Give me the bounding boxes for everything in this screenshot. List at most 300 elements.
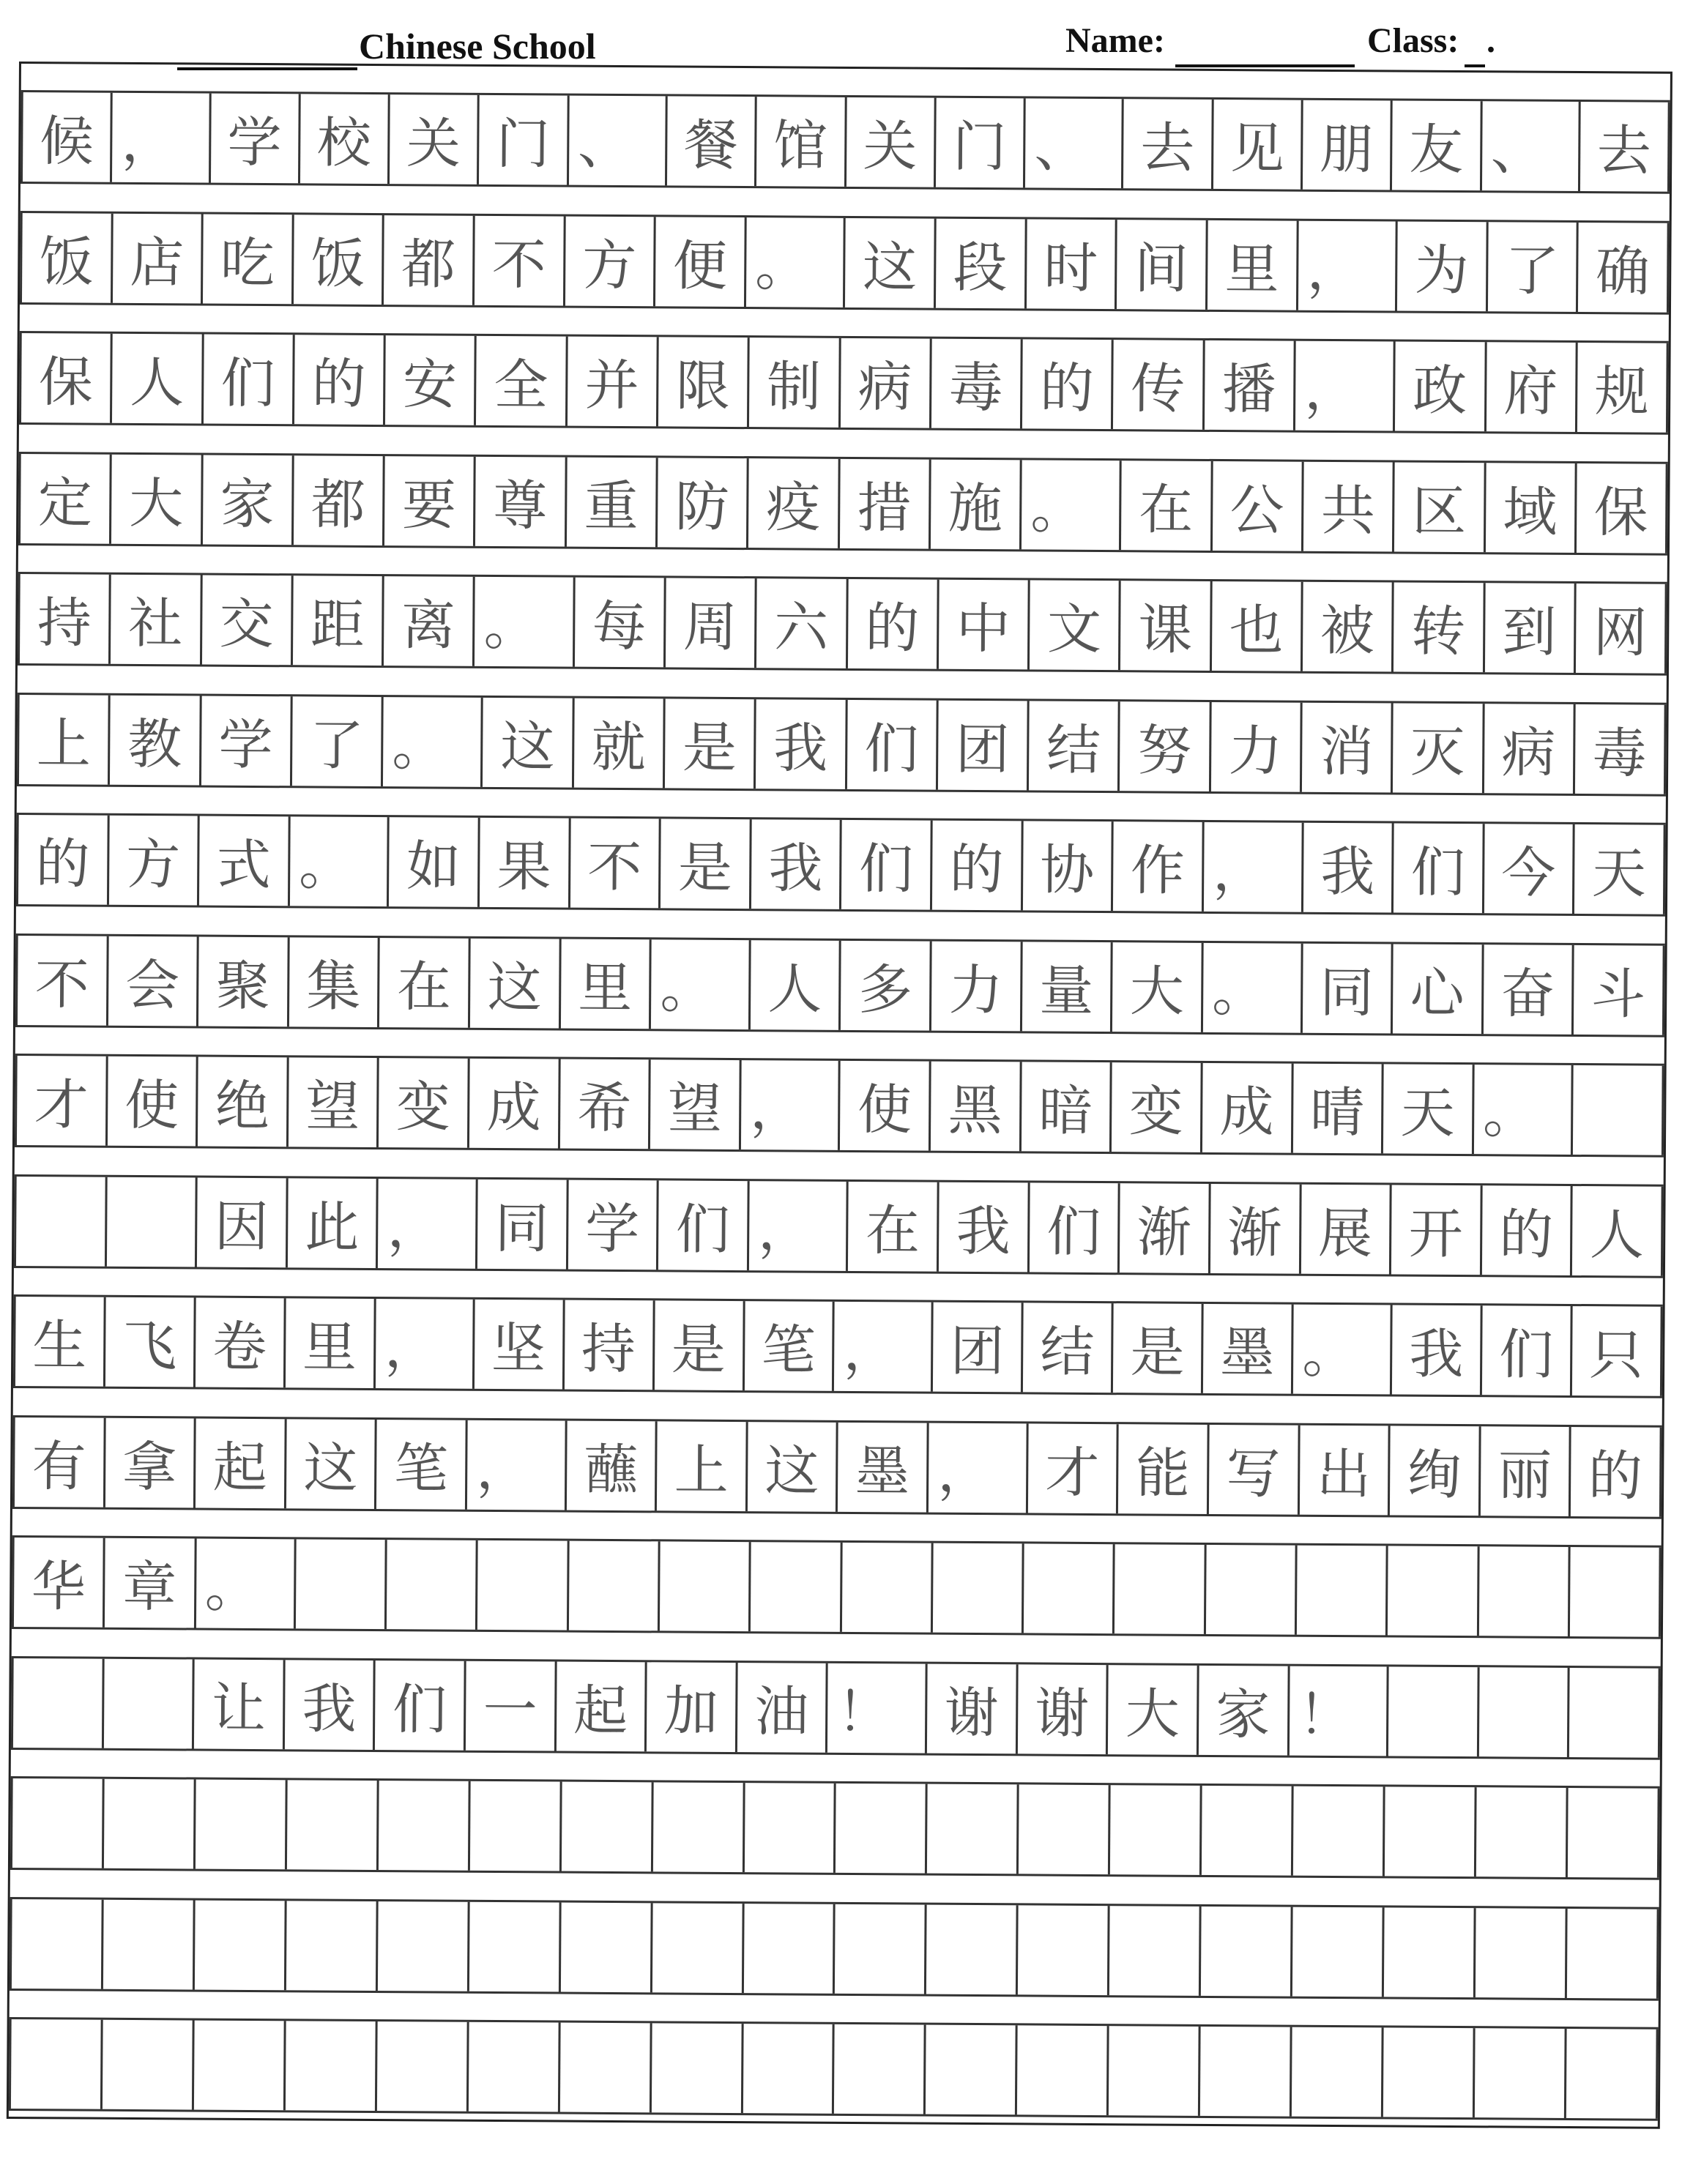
grid-cell: 我	[756, 699, 847, 789]
grid-cell: 间	[1117, 220, 1208, 310]
grid-cell	[469, 2022, 561, 2112]
grid-cell: 政	[1395, 341, 1487, 431]
class-field-line[interactable]	[1465, 42, 1485, 67]
grid-cell: 让	[194, 1659, 285, 1749]
grid-cell: 作	[1113, 821, 1204, 912]
grid-cell: 人	[751, 940, 841, 1030]
grid-cell	[933, 1543, 1024, 1633]
grid-cell	[1017, 2025, 1109, 2115]
grid-cell	[1384, 1907, 1476, 1997]
grid-cell: 也	[1212, 581, 1303, 671]
grid-cell: 不	[570, 819, 661, 909]
grid-cell: 墨	[1203, 1304, 1294, 1394]
grid-cell: 人	[1572, 1185, 1663, 1275]
grid-cell: 的	[16, 815, 109, 905]
grid-cell: 望	[650, 1059, 741, 1149]
grid-cell: 被	[1303, 582, 1394, 672]
grid-cell: 播	[1205, 340, 1296, 431]
grid-cell	[562, 1782, 654, 1872]
grid-cell	[569, 1541, 661, 1631]
grid-cell	[286, 1901, 379, 1991]
grid-cell	[1568, 1788, 1660, 1878]
grid-cell: 。	[290, 816, 390, 906]
grid-cell: 有	[12, 1417, 105, 1507]
class-label: Class:	[1367, 21, 1459, 60]
grid-cell	[103, 1899, 196, 1989]
grid-cell: 渐	[1210, 1183, 1301, 1273]
grid-cell: 坚	[475, 1300, 565, 1390]
grid-cell	[1292, 2027, 1384, 2117]
grid-row	[17, 693, 1667, 797]
grid-cell: 传	[1113, 340, 1205, 430]
grid-cell: 结	[1023, 1302, 1114, 1393]
grid-cell: 式	[199, 816, 290, 906]
grid-cell: 蘸	[567, 1420, 658, 1510]
grid-cell: 们	[204, 335, 295, 425]
grid-cell	[469, 1901, 562, 1991]
grid-row	[18, 572, 1667, 676]
grid-cell: 、	[1025, 98, 1124, 188]
grid-cell: 上	[17, 695, 111, 785]
grid-cell	[287, 1780, 379, 1870]
grid-cell: 绝	[198, 1057, 289, 1147]
grid-cell: 协	[1023, 821, 1114, 911]
grid-cell: 关	[846, 97, 937, 187]
grid-cell: 要	[384, 456, 476, 546]
grid-cell: 拿	[105, 1417, 196, 1507]
grid-cell	[1202, 1786, 1294, 1876]
grid-cell: ，	[834, 1302, 934, 1392]
grid-cell: ，	[467, 1420, 567, 1510]
grid-cell: 门	[479, 95, 569, 185]
grid-cell: 使	[840, 1061, 931, 1151]
grid-cell: 重	[567, 457, 658, 547]
grid-cell	[1115, 1544, 1206, 1634]
grid-cell	[743, 2024, 835, 2114]
grid-cell: 心	[1393, 944, 1484, 1034]
grid-cell: 。	[1022, 460, 1122, 550]
grid-cell	[652, 1782, 745, 1872]
grid-cell: 今	[1484, 824, 1575, 914]
grid-cell: 黑	[931, 1062, 1022, 1152]
grid-cell: 望	[289, 1057, 379, 1147]
grid-cell	[1019, 1784, 1111, 1874]
grid-cell	[1567, 1908, 1659, 1998]
grid-cell: 毒	[931, 339, 1023, 429]
grid-cell: 府	[1486, 342, 1577, 432]
grid-cell	[10, 1898, 104, 1989]
grid-cell: 。	[651, 939, 751, 1029]
grid-cell: 出	[1299, 1425, 1390, 1515]
grid-row	[19, 331, 1669, 435]
grid-cell: 家	[203, 455, 294, 545]
grid-cell: 都	[384, 215, 475, 305]
writing-grid-sheet	[7, 62, 1672, 2129]
grid-cell: 饭	[294, 215, 384, 305]
grid-cell: 这	[470, 938, 561, 1028]
grid-cell: 只	[1572, 1306, 1663, 1396]
grid-cell: 里	[1208, 220, 1298, 310]
grid-cell: 写	[1209, 1424, 1300, 1514]
grid-cell: 大	[111, 454, 203, 544]
grid-cell: 候	[21, 92, 113, 182]
grid-cell: 加	[647, 1662, 737, 1752]
grid-cell: 这	[483, 697, 574, 787]
grid-cell: 时	[1027, 219, 1117, 309]
grid-cell: 了	[292, 696, 384, 786]
grid-cell: 量	[1022, 942, 1113, 1032]
grid-cell: 笔	[376, 1420, 467, 1510]
grid-cell: 谢	[927, 1663, 1018, 1753]
grid-cell: 丽	[1481, 1426, 1571, 1516]
grid-cell	[744, 1783, 836, 1873]
grid-cell: 共	[1303, 461, 1395, 551]
grid-cell	[9, 2019, 103, 2109]
grid-cell: 、	[1481, 101, 1580, 191]
grid-cell: 的	[1482, 1185, 1573, 1275]
grid-row	[12, 1535, 1662, 1639]
grid-cell: 学	[201, 696, 293, 786]
grid-cell: 希	[560, 1059, 651, 1149]
grid-cell: 成	[469, 1059, 560, 1149]
grid-cell: 变	[1112, 1062, 1202, 1152]
grid-cell: 。	[383, 697, 483, 787]
grid-cell	[196, 1780, 288, 1870]
grid-cell: 。	[746, 217, 846, 308]
grid-cell: ！	[1289, 1666, 1388, 1756]
grid-cell: 我	[285, 1660, 376, 1750]
grid-cell: 不	[475, 215, 565, 305]
grid-cell	[1292, 1907, 1385, 1997]
grid-cell: 结	[1029, 701, 1120, 791]
grid-cell: 周	[666, 578, 757, 668]
grid-cell: 努	[1120, 701, 1211, 791]
grid-cell: 同	[477, 1179, 568, 1269]
grid-cell: 展	[1301, 1184, 1391, 1274]
grid-cell	[835, 1904, 927, 1994]
grid-cell: 成	[1202, 1063, 1293, 1153]
grid-cell: 章	[105, 1538, 196, 1628]
grid-cell: 开	[1391, 1185, 1482, 1275]
grid-cell	[1478, 1546, 1570, 1636]
grid-cell	[377, 2021, 469, 2112]
grid-cell: ，	[1295, 341, 1396, 431]
grid-cell: 了	[1488, 222, 1579, 312]
grid-cell: 措	[839, 458, 931, 548]
grid-cell: 才	[15, 1056, 108, 1146]
grid-cell: 方	[565, 216, 656, 306]
grid-cell: 上	[657, 1421, 748, 1511]
grid-cell	[104, 1779, 196, 1869]
grid-cell: 消	[1302, 702, 1394, 792]
grid-cell: 安	[385, 335, 477, 425]
grid-cell: 集	[289, 937, 380, 1027]
grid-cell: ，	[929, 1423, 1028, 1513]
grid-cell: 果	[480, 818, 570, 908]
grid-cell	[660, 1541, 751, 1631]
grid-cell: 变	[379, 1058, 469, 1148]
grid-row	[15, 933, 1665, 1037]
grid-cell	[387, 1540, 478, 1630]
grid-cell: 是	[1113, 1303, 1204, 1393]
grid-cell: 卷	[196, 1298, 286, 1388]
grid-cell: 、	[569, 96, 668, 186]
grid-cell: 是	[654, 1300, 745, 1390]
grid-row	[15, 1054, 1664, 1158]
grid-cell: ，	[112, 93, 211, 183]
grid-cell: 持	[18, 574, 111, 664]
grid-cell	[1293, 1786, 1385, 1876]
grid-cell: 一	[466, 1661, 557, 1751]
grid-cell: ，	[1298, 220, 1397, 310]
grid-cell: 起	[557, 1661, 647, 1751]
grid-cell: 区	[1394, 462, 1486, 552]
grid-cell: 灭	[1393, 703, 1484, 793]
grid-cell	[1024, 1543, 1115, 1633]
grid-cell: 在	[379, 938, 470, 1028]
grid-cell: 域	[1485, 463, 1577, 553]
grid-cell: 社	[111, 575, 202, 665]
grid-cell	[834, 2024, 926, 2114]
grid-cell	[836, 1784, 928, 1874]
grid-cell	[1206, 1545, 1298, 1635]
grid-cell	[841, 1543, 933, 1633]
grid-cell: 就	[574, 698, 666, 788]
grid-cell	[11, 1658, 104, 1748]
grid-cell: 华	[12, 1538, 105, 1628]
grid-cell	[194, 2021, 286, 2111]
grid-cell: 。	[196, 1539, 296, 1629]
grid-cell: 里	[286, 1298, 376, 1388]
grid-cell: 制	[749, 338, 841, 428]
grid-cell: 每	[575, 578, 666, 668]
grid-cell: 斗	[1574, 944, 1664, 1035]
grid-cell: 公	[1213, 461, 1304, 551]
grid-row	[12, 1415, 1662, 1518]
grid-cell	[104, 1658, 195, 1748]
grid-cell: 限	[658, 337, 750, 427]
grid-cell: 们	[846, 699, 938, 789]
grid-cell: 去	[1580, 102, 1670, 192]
grid-cell	[560, 2023, 652, 2113]
grid-cell: 暗	[1022, 1062, 1112, 1152]
grid-cell: 聚	[198, 936, 289, 1026]
grid-cell	[1388, 1666, 1479, 1756]
grid-cell: 墨	[838, 1422, 929, 1512]
grid-cell: 的	[847, 579, 939, 669]
grid-cell: 去	[1123, 99, 1213, 189]
grid-cell	[296, 1539, 387, 1629]
grid-cell: ，	[1204, 822, 1303, 912]
grid-cell: 才	[1028, 1423, 1119, 1513]
grid-cell: 保	[1577, 463, 1668, 554]
grid-cell: 。	[1474, 1065, 1574, 1155]
grid-cell: 能	[1118, 1424, 1209, 1514]
grid-cell: 晴	[1292, 1064, 1383, 1154]
grid-cell	[1018, 1905, 1110, 1995]
grid-cell: 段	[936, 218, 1027, 308]
grid-cell: 施	[931, 459, 1022, 549]
grid-cell: 这	[845, 217, 936, 308]
name-field-line[interactable]	[1175, 42, 1355, 67]
grid-cell: 文	[1030, 580, 1121, 670]
grid-cell: 学	[568, 1179, 659, 1270]
grid-cell	[14, 1176, 107, 1266]
grid-cell	[378, 1901, 470, 1991]
grid-cell	[926, 2025, 1018, 2115]
grid-cell: 绚	[1390, 1425, 1481, 1516]
grid-cell	[103, 2020, 195, 2110]
grid-cell: 在	[1121, 461, 1213, 551]
grid-cell: 大	[1112, 942, 1203, 1032]
grid-cell: 。	[475, 577, 575, 667]
grid-row	[21, 90, 1670, 194]
grid-cell: 都	[294, 455, 385, 545]
grid-cell: 便	[655, 217, 746, 307]
grid-cell: 教	[110, 695, 201, 785]
grid-cell: 使	[108, 1056, 198, 1147]
grid-cell	[1200, 2027, 1292, 2117]
grid-cell: 交	[202, 575, 294, 666]
grid-cell	[1479, 1667, 1570, 1757]
grid-cell: 们	[658, 1180, 749, 1270]
grid-cell: 店	[113, 213, 204, 303]
grid-cell: 距	[293, 575, 384, 666]
grid-cell: 保	[19, 333, 113, 423]
grid-cell: 我	[1392, 1305, 1483, 1395]
grid-cell: 。	[1293, 1305, 1393, 1395]
class-value: .	[1487, 21, 1495, 60]
grid-cell	[927, 1784, 1019, 1874]
grid-cell	[1109, 1906, 1202, 1996]
grid-cell: 持	[565, 1300, 655, 1390]
grid-cell	[926, 1904, 1019, 1994]
grid-cell: 会	[108, 936, 199, 1026]
grid-cell: 我	[751, 819, 842, 909]
grid-cell: 是	[661, 819, 751, 909]
grid-cell: 病	[840, 338, 931, 428]
grid-cell	[1573, 1065, 1664, 1155]
grid-cell	[470, 1781, 562, 1871]
grid-cell: 。	[1203, 942, 1303, 1032]
grid-cell: 友	[1392, 100, 1482, 190]
grid-row	[10, 1896, 1659, 2000]
grid-cell: 不	[15, 935, 108, 1025]
grid-cell: 我	[939, 1182, 1030, 1272]
grid-cell: 课	[1120, 581, 1212, 671]
grid-cell	[1476, 1908, 1568, 1998]
grid-cell	[10, 1778, 105, 1868]
grid-cell: 确	[1578, 223, 1669, 313]
grid-row	[20, 211, 1670, 315]
grid-cell	[1569, 1667, 1660, 1757]
grid-cell: 的	[1022, 339, 1114, 429]
grid-cell: 见	[1213, 100, 1303, 190]
grid-row	[16, 813, 1666, 917]
grid-cell	[1297, 1546, 1388, 1636]
grid-cell	[1476, 1787, 1569, 1877]
grid-cell	[1388, 1546, 1479, 1636]
grid-cell	[1385, 1786, 1477, 1876]
grid-cell: 在	[848, 1181, 939, 1271]
grid-cell: 力	[1211, 701, 1303, 791]
grid-row	[18, 452, 1668, 556]
grid-cell	[195, 1900, 287, 1990]
grid-cell	[1201, 1906, 1293, 1996]
grid-cell	[1109, 2026, 1201, 2116]
grid-cell	[743, 1904, 836, 1994]
grid-cell: 疫	[748, 458, 840, 548]
grid-cell: ，	[749, 1181, 849, 1271]
grid-cell: 的	[932, 821, 1023, 911]
grid-cell: ！	[827, 1663, 927, 1753]
grid-cell: 关	[390, 94, 480, 185]
grid-cell: 饭	[20, 213, 113, 303]
grid-cell	[107, 1177, 198, 1267]
grid-cell	[286, 2021, 378, 2111]
grid-cell: 天	[1574, 824, 1665, 914]
grid-cell	[561, 1902, 653, 1992]
grid-cell	[1566, 2029, 1659, 2119]
grid-cell: 这	[286, 1419, 377, 1509]
grid-cell: 朋	[1303, 100, 1393, 190]
grid-cell: 病	[1484, 704, 1575, 794]
grid-cell: ，	[741, 1060, 841, 1150]
grid-cell: 馆	[756, 97, 846, 187]
grid-cell: 里	[561, 939, 652, 1029]
grid-cell	[652, 1903, 744, 1993]
grid-cell: 网	[1576, 584, 1667, 674]
grid-cell: 校	[300, 94, 390, 184]
grid-cell: 渐	[1120, 1183, 1210, 1273]
grid-cell: 门	[936, 98, 1026, 188]
grid-cell: 飞	[105, 1297, 196, 1387]
grid-cell: 生	[13, 1297, 106, 1387]
grid-cell: ，	[378, 1179, 477, 1269]
grid-cell: 这	[748, 1422, 838, 1512]
grid-cell: 是	[665, 698, 756, 789]
grid-cell	[1475, 2028, 1567, 2118]
grid-cell: 笔	[744, 1301, 835, 1391]
grid-cell: 我	[1303, 823, 1394, 913]
grid-cell: 同	[1302, 943, 1393, 1033]
grid-row	[10, 1776, 1660, 1880]
grid-cell: 奋	[1484, 944, 1574, 1035]
grid-cell: 团	[938, 700, 1030, 790]
grid-row	[13, 1294, 1663, 1398]
grid-cell	[1383, 2027, 1476, 2117]
grid-cell: 们	[1482, 1305, 1573, 1395]
grid-cell: 转	[1394, 582, 1485, 672]
grid-cell: 防	[658, 458, 749, 548]
grid-cell	[751, 1542, 842, 1632]
grid-cell	[379, 1781, 471, 1871]
grid-cell: 尊	[475, 456, 567, 546]
grid-cell: 毒	[1575, 704, 1667, 794]
grid-cell: 多	[841, 940, 931, 1030]
grid-cell	[477, 1540, 569, 1630]
grid-cell: 全	[476, 336, 568, 426]
grid-cell: 学	[211, 94, 301, 184]
grid-row	[14, 1174, 1664, 1278]
grid-cell: 此	[288, 1178, 379, 1268]
grid-cell: 因	[197, 1177, 288, 1267]
grid-cell: 中	[939, 580, 1030, 670]
grid-cell: 们	[841, 820, 932, 910]
grid-cell: 团	[933, 1302, 1024, 1393]
grid-cell: 人	[112, 334, 204, 424]
grid-cell: 吃	[203, 214, 294, 304]
